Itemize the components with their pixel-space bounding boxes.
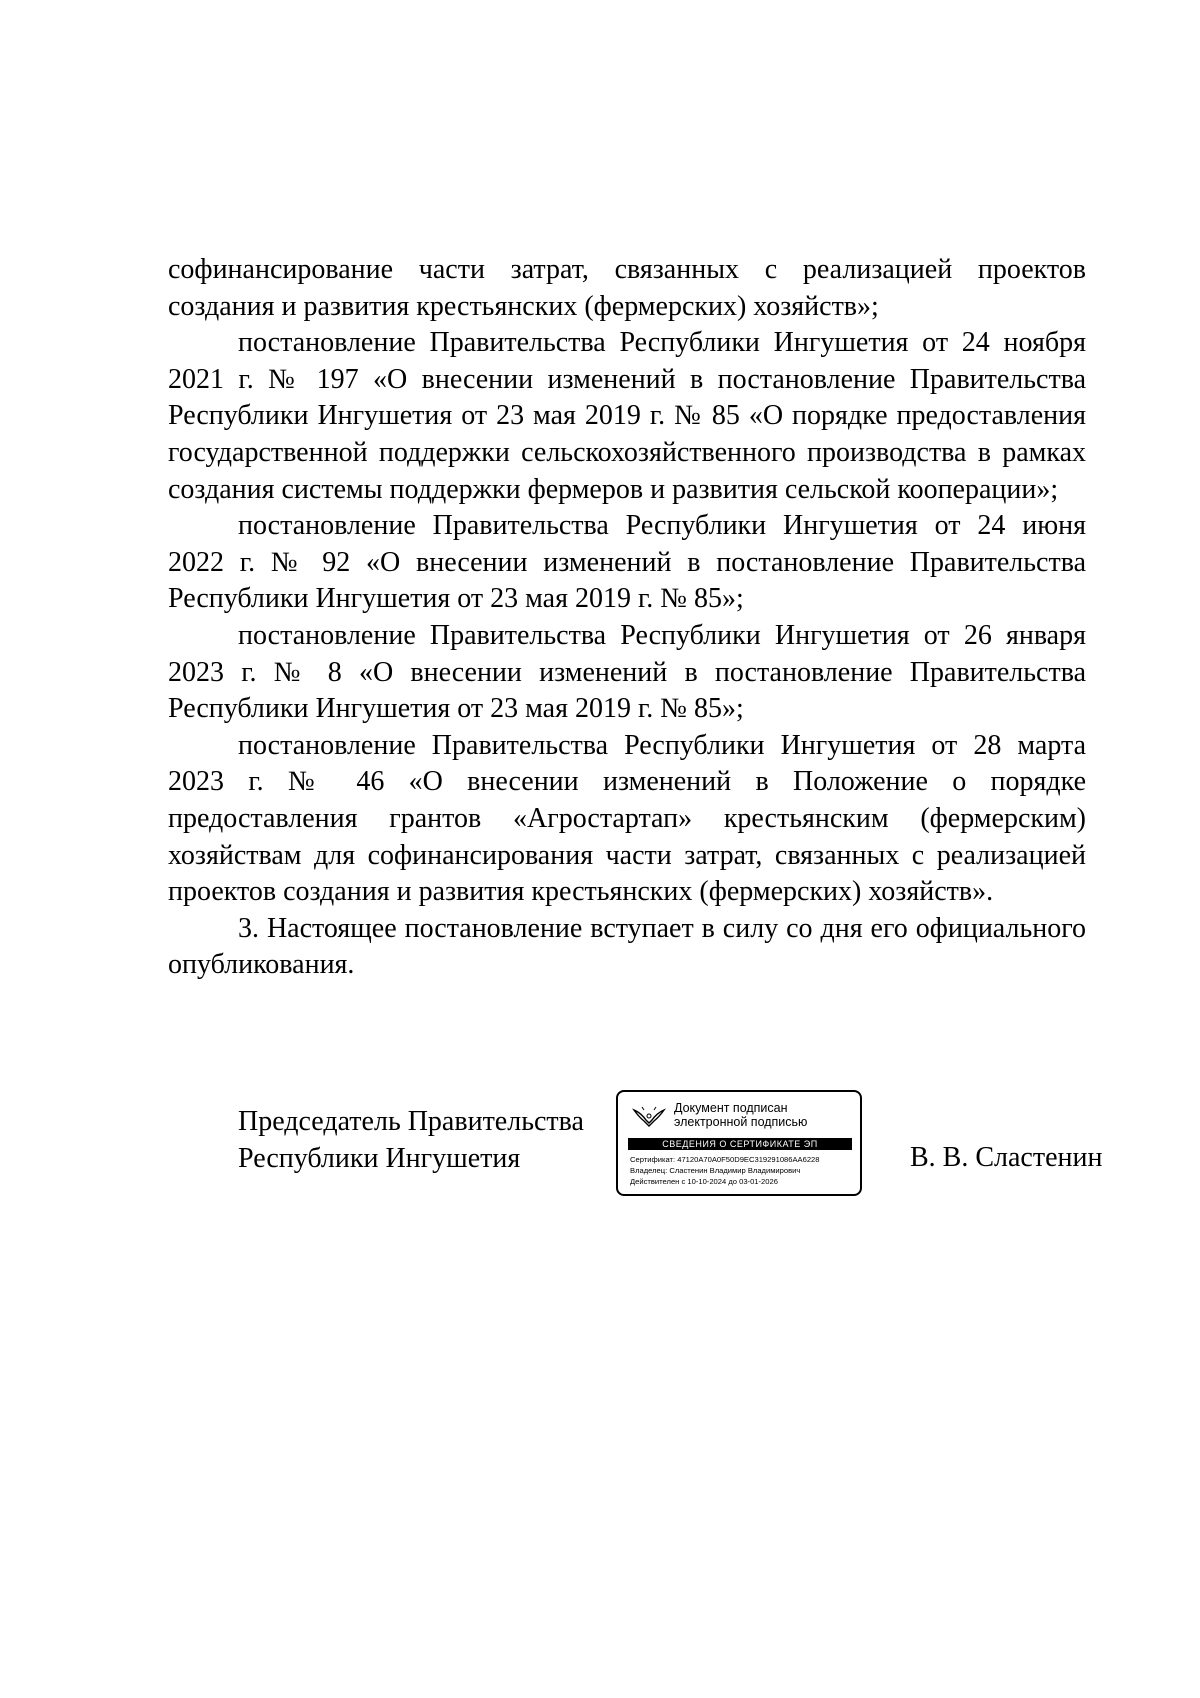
paragraph-decree-46: постановление Правительства Республики Ингушетия от 28 марта 2023 г. № 46 «О внесении изменений в Положение о порядке предоставления грантов «Агростартап» крестьянским (фермерским) хозяйствам для софинансирования части затрат, связанных с реализацией проектов создания и развития крестьянских (фермерских) хозяйств». (168, 729, 1086, 908)
signatory-position-line2: Республики Ингушетия (238, 1142, 521, 1174)
paragraph-entry-into-force: 3. Настоящее постановление вступает в силу со дня его официального опубликования. (168, 912, 1086, 981)
signatory-name: В. В. Сластенин (910, 1142, 1103, 1173)
stamp-certificate-bar: СВЕДЕНИЯ О СЕРТИФИКАТЕ ЭП (628, 1138, 852, 1150)
eagle-emblem-icon (632, 1104, 666, 1130)
signatory-position (238, 1104, 584, 1177)
stamp-certificate: Сертификат: 47120A70A0F50D9EC319291086AA6228 (630, 1155, 820, 1164)
signature-block (0, 1090, 1200, 1210)
electronic-signature-stamp (616, 1090, 862, 1196)
paragraph-decree-8: постановление Правительства Республики Ингушетия от 26 января 2023 г. № 8 «О внесении изменений в постановление Правительства Республики Ингушетия от 23 мая 2019 г. № 85»; (168, 619, 1086, 725)
document-body (168, 252, 1086, 984)
stamp-validity: Действителен с 10-10-2024 до 03-01-2026 (630, 1177, 778, 1186)
paragraph-decree-92: постановление Правительства Республики Ингушетия от 24 июня 2022 г. № 92 «О внесении изменений в постановление Правительства Республики Ингушетия от 23 мая 2019 г. № 85»; (168, 510, 1086, 615)
stamp-details (630, 1154, 820, 1187)
stamp-header-line2: электронной подписью (674, 1115, 808, 1129)
paragraph-decree-197: постановление Правительства Республики Ингушетия от 24 ноября 2021 г. № 197 «О внесении изменений в постановление Правительства Республики Ингушетия от 23 мая 2019 г. № 85 «О порядке предоставления государственной поддержки сельскохозяйственного производства в рамках создания системы поддержки фермеров и развития сельской кооперации»; (168, 327, 1086, 505)
paragraph-continuation: софинансирование части затрат, связанных с реализацией проектов создания и развития крестьянских (фермерских) хозяйств»; (168, 254, 1086, 322)
stamp-header (674, 1101, 807, 1129)
signatory-position-line1: Председатель Правительства (238, 1106, 584, 1137)
stamp-owner: Владелец: Сластенин Владимир Владимирович (630, 1166, 801, 1175)
stamp-header-line1: Документ подписан (674, 1101, 788, 1115)
